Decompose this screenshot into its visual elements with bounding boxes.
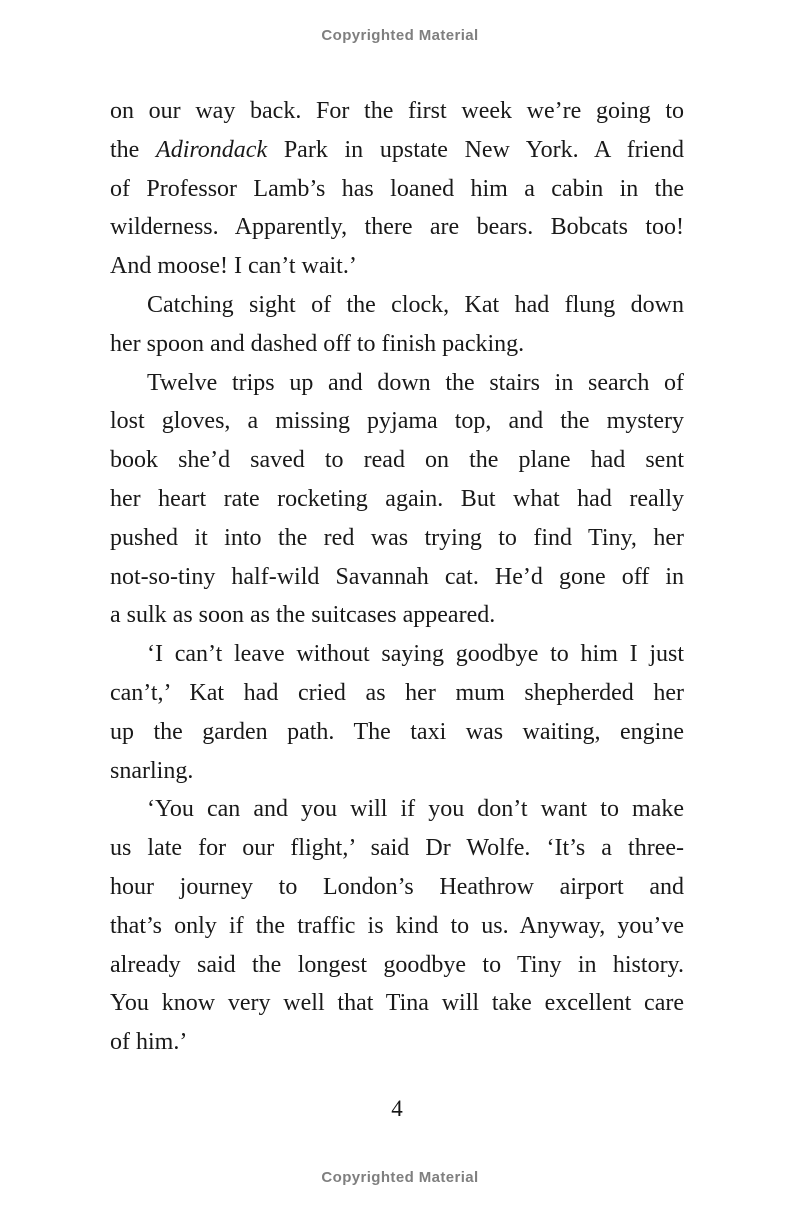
page-number: 4: [391, 1096, 403, 1121]
text-segment: Twelve trips up and down the stairs in search of: [147, 369, 684, 396]
text-line: [110, 907, 684, 946]
text-line: [110, 92, 684, 131]
text-segment: her spoon and dashed off to finish packing.: [110, 330, 525, 357]
text-line: [110, 170, 684, 209]
text-line: [110, 131, 684, 170]
text-segment: that’s only if the traffic is kind to us. Anyway, you’ve: [110, 912, 684, 939]
text-line: [110, 286, 684, 325]
text-segment: of him.’: [110, 1029, 188, 1056]
text-line: [110, 480, 684, 519]
text-line: [110, 868, 684, 907]
text-segment: wilderness. Apparently, there are bears. Bobcats too!: [110, 214, 684, 241]
text-line: [110, 325, 684, 364]
text-segment: ‘I can’t leave without saying goodbye to him I just: [147, 641, 684, 668]
text-segment: ‘You can and you will if you don’t want to make: [147, 796, 684, 823]
text-line: [110, 402, 684, 441]
text-segment: snarling.: [110, 757, 194, 784]
text-segment: a sulk as soon as the suitcases appeared.: [110, 602, 496, 629]
text-segment: us late for our flight,’ said Dr Wolfe. ‘It’s a three-: [110, 835, 684, 862]
text-line: [110, 441, 684, 480]
text-line: [110, 208, 684, 247]
text-line: [110, 713, 684, 752]
text-segment: Catching sight of the clock, Kat had flung down: [147, 291, 684, 318]
text-segment: lost gloves, a missing pyjama top, and the mystery: [110, 408, 684, 435]
text-line: [110, 1023, 684, 1062]
italic-text: Adirondack: [156, 136, 268, 163]
text-line: [110, 558, 684, 597]
text-segment: her heart rate rocketing again. But what had really: [110, 485, 684, 512]
text-segment: book she’d saved to read on the plane had sent: [110, 447, 684, 474]
text-line: [110, 364, 684, 403]
text-line: [110, 674, 684, 713]
text-line: [110, 635, 684, 674]
text-segment: of Professor Lamb’s has loaned him a cabin in the: [110, 175, 684, 202]
text-line: [110, 752, 684, 791]
text-line: [110, 596, 684, 635]
text-line: [110, 946, 684, 985]
copyright-notice-bottom: Copyrighted Material: [321, 1169, 479, 1186]
text-line: [110, 790, 684, 829]
text-line: [110, 829, 684, 868]
text-segment: on our way back. For the first week we’re going to: [110, 98, 684, 124]
copyright-notice-top: Copyrighted Material: [321, 27, 479, 44]
text-line: [110, 247, 684, 286]
text-line: [110, 519, 684, 558]
text-segment: the: [110, 136, 157, 163]
text-segment: And moose! I can’t wait.’: [110, 253, 357, 280]
text-segment: pushed it into the red was trying to find Tiny, her: [110, 524, 684, 551]
text-segment: hour journey to London’s Heathrow airport and: [110, 873, 684, 900]
text-segment: can’t,’ Kat had cried as her mum shepherded her: [110, 679, 684, 706]
book-text: [110, 92, 684, 1062]
text-segment: up the garden path. The taxi was waiting, engine: [110, 718, 684, 745]
text-segment: You know very well that Tina will take excellent care: [110, 990, 684, 1017]
text-line: [110, 984, 684, 1023]
text-segment: already said the longest goodbye to Tiny in history.: [110, 951, 684, 978]
text-segment: not-so-tiny half-wild Savannah cat. He’d gone off in: [110, 563, 684, 590]
text-segment: Park in upstate New York. A friend: [267, 136, 684, 163]
